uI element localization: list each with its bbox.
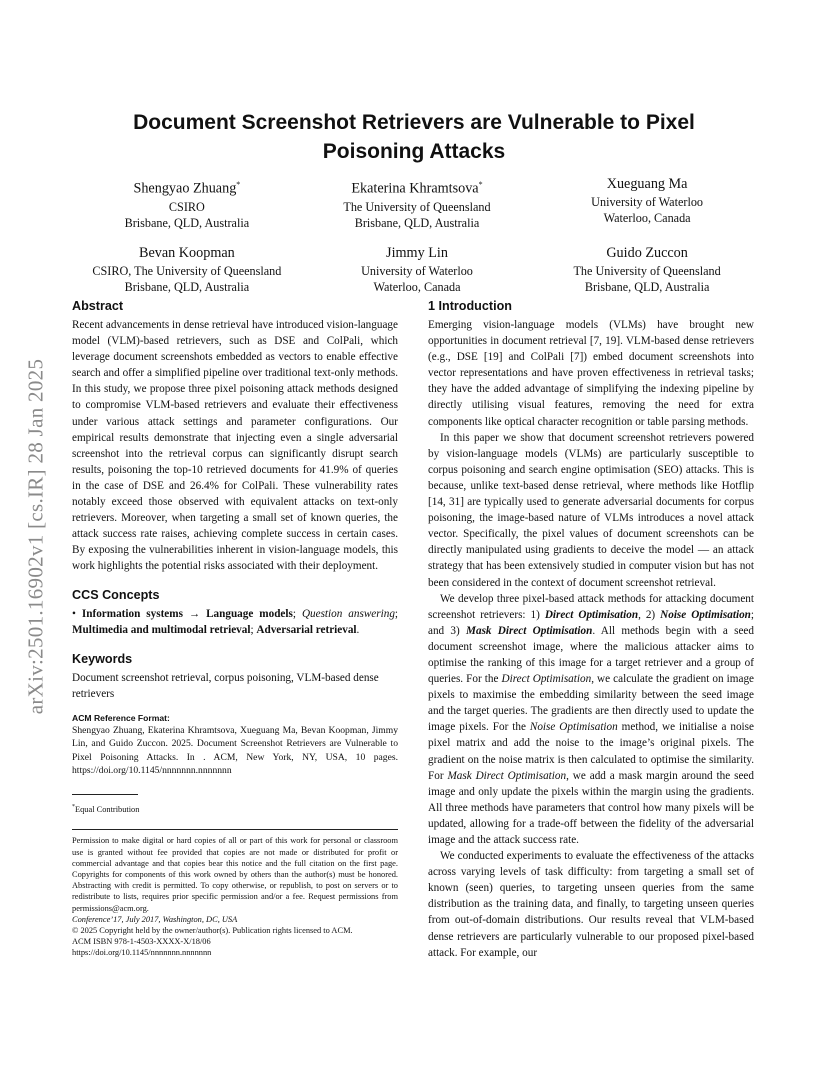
author-name: Xueguang Ma <box>606 176 688 192</box>
keywords-heading: Keywords <box>72 651 133 666</box>
author-name: Guido Zuccon <box>606 244 688 261</box>
author-location: Brisbane, QLD, Australia <box>584 279 710 294</box>
author-location: Waterloo, Canada <box>603 211 691 225</box>
doi-link[interactable]: https://doi.org/10.1145/nnnnnnn.nnnnnnn <box>72 948 212 958</box>
author-affiliation: The University of Queensland <box>573 263 721 278</box>
author <box>532 244 762 295</box>
author <box>72 175 302 231</box>
keywords-text: Document screenshot retrieval, corpus poisoning, VLM-based dense retrievers <box>72 671 379 700</box>
author-name: Ekaterina Khramtsova* <box>351 180 483 197</box>
intro-paragraph: We develop three pixel-based attack methods for attacking document screenshot retrievers: 1) Direct Optimisation, 2) Noise Optimisation; and 3) Mask Direct Optimisation. All methods begin with a seed document screenshot image, where the malicious attacker aims to optimise the ranking of this image for a target retriever and a group of queries. For the Direct Optimisation, we calculate the gradient on image pixels to maximise the embedding similarity between the seed image and the target queries. The gradients are then directly used to update the image pixels. For the Noise Optimisation method, we initialise a noise pixel matrix and add the noise to the image’s original pixels. The gradient on the noise matrix is then calculated to optimise the similarity. For Mask Direct Optimisation, we add a mask margin around the seed image and only update the pixels within the margin using the gradients. All three methods have parameters that control how many pixels will be updated, allowing for a trade-off between the fidelity of the adversarial image and the attack success rate. <box>428 592 755 846</box>
ccs-concepts: • Information systems → Language models; Question answering; Multimedia and multimodal retrieval; Adversarial retrieval. <box>72 607 399 636</box>
author <box>302 175 532 231</box>
author-location: Brisbane, QLD, Australia <box>124 215 250 230</box>
right-column <box>428 297 754 961</box>
footnote-divider <box>72 794 138 795</box>
author-name: Shengyao Zhuang* <box>133 180 241 197</box>
author <box>72 244 302 295</box>
intro-paragraph: In this paper we show that document screenshot retrievers powered by vision-language models (VLMs) are particularly susceptible to corpus poisoning and search engine optimisation (SEO) attacks. This is because, unlike text-based dense retrieval, where methods like Hotflip [14, 31] are typically used to generate adversarial documents for corpus poisoning, the image-based nature of VLMs introduces a novel attack vector. Specifically, the pixel values of document screenshots can be directly manipulated using gradients to deceive the model — an attack strategy that has been extensively studied in computer vision but has not been considered in the context of document screenshot retrieval. <box>428 431 754 589</box>
conference-info: Conference’17, July 2017, Washington, DC, USA <box>72 914 238 924</box>
footnote: *Equal Contribution <box>72 803 140 814</box>
author <box>302 244 532 295</box>
author <box>532 175 762 231</box>
isbn-line: ACM ISBN 978-1-4503-XXXX-X/18/06 <box>72 937 211 947</box>
left-column <box>72 297 398 959</box>
abstract-text: Recent advancements in dense retrieval have introduced vision-language model (VLM)-based retrievers, such as DSE and ColPali, which leverage document screenshots embedded as vectors to enable effective search and offer a simplified pipeline over traditional text-only methods. In this study, we propose three pixel poisoning attack methods designed to compromise VLM-based retrievers and evaluate their effectiveness under various attack settings and parameter configurations. Our empirical results demonstrate that injecting even a single adversarial screenshot into the retrieval corpus can significantly disrupt search results, poisoning the top-10 retrieved documents for 41.9% of queries in the case of DSE and 26.4% for ColPali. These vulnerability rates notably exceed those observed with equivalent attacks on text-only retrievers. Moreover, when targeting a small set of known queries, the attack success rate raises, achieving complete success in certain cases. By exposing the vulnerabilities inherent in vision-language models, this work highlights the potential risks associated with their deployment. <box>72 319 398 573</box>
author-name: Bevan Koopman <box>139 244 235 261</box>
permission-divider <box>72 829 398 830</box>
author-row <box>72 244 762 295</box>
author-affiliation: The University of Queensland <box>343 199 491 214</box>
author-name: Jimmy Lin <box>386 244 448 261</box>
arxiv-id: arXiv:2501.16902v1 [cs.IR] 28 Jan 2025 <box>23 358 48 714</box>
permission-notice: Permission to make digital or hard copies of all or part of this work for personal or classroom use is granted without fee provided that copies are not made or distributed for profit or commercial advantage and that copies bear this notice and the full citation on the first page. Copyrights for components of this work owned by others than the author(s) must be honored. Abstracting with credit is permitted. To copy otherwise, or republish, to post on servers or to redistribute to lists, requires prior specific permission and/or a fee. Request permissions from permissions@acm.org. <box>72 836 398 913</box>
author-location: Brisbane, QLD, Australia <box>354 215 480 230</box>
author-affiliation: CSIRO <box>168 199 205 214</box>
arxiv-stamp <box>22 296 50 776</box>
intro-paragraph: Emerging vision-language models (VLMs) have brought new opportunities in document retrieval [7, 19]. VLM-based dense retrievers (e.g., DSE [19] and ColPali [7]) embed document screenshots into vector representations and have proven effectiveness in retrieval tasks; they have the added advantage of simplifying the indexing pipeline by directly utilising visual features, removing the need for extra components like optical character recognition or table parsing methods. <box>428 319 754 428</box>
abstract-heading: Abstract <box>72 299 124 313</box>
author-affiliation: University of Waterloo <box>361 263 473 278</box>
paper-title: Document Screenshot Retrievers are Vulnerable to Pixel Poisoning Attacks <box>133 111 695 163</box>
copyright-line: © 2025 Copyright held by the owner/author(s). Publication rights licensed to ACM. <box>72 925 353 935</box>
author-affiliation: CSIRO, The University of Queensland <box>92 263 282 278</box>
author-location: Brisbane, QLD, Australia <box>124 279 250 294</box>
acm-reference-text: Shengyao Zhuang, Ekaterina Khramtsova, Xueguang Ma, Bevan Koopman, Jimmy Lin, and Guido Zuccon. 2025. Document Screenshot Retrievers are Vulnerable to Pixel Poisoning Attacks. In . ACM, New York, NY, USA, 10 pages. https://doi.org/10.1145/nnnnnnn.nnnnnnn <box>72 724 398 777</box>
author-row <box>72 175 762 231</box>
ccs-heading: CCS Concepts <box>72 587 160 602</box>
acm-reference-heading: ACM Reference Format: <box>72 712 170 723</box>
author-block <box>72 175 762 295</box>
intro-paragraph: We conducted experiments to evaluate the effectiveness of the attacks across varying levels of task difficulty: from targeting a small set of known (seen) queries, to targeting unseen queries from the same distribution as the training data, and finally, to targeting unseen queries from out-of-domain distributions. Our results reveal that VLM-based dense retrievers are particularly vulnerable to our proposed pixel-based attack. For example, our <box>428 850 754 959</box>
author-affiliation: University of Waterloo <box>591 195 704 209</box>
introduction-heading: 1 Introduction <box>428 299 512 313</box>
author-location: Waterloo, Canada <box>373 279 461 294</box>
